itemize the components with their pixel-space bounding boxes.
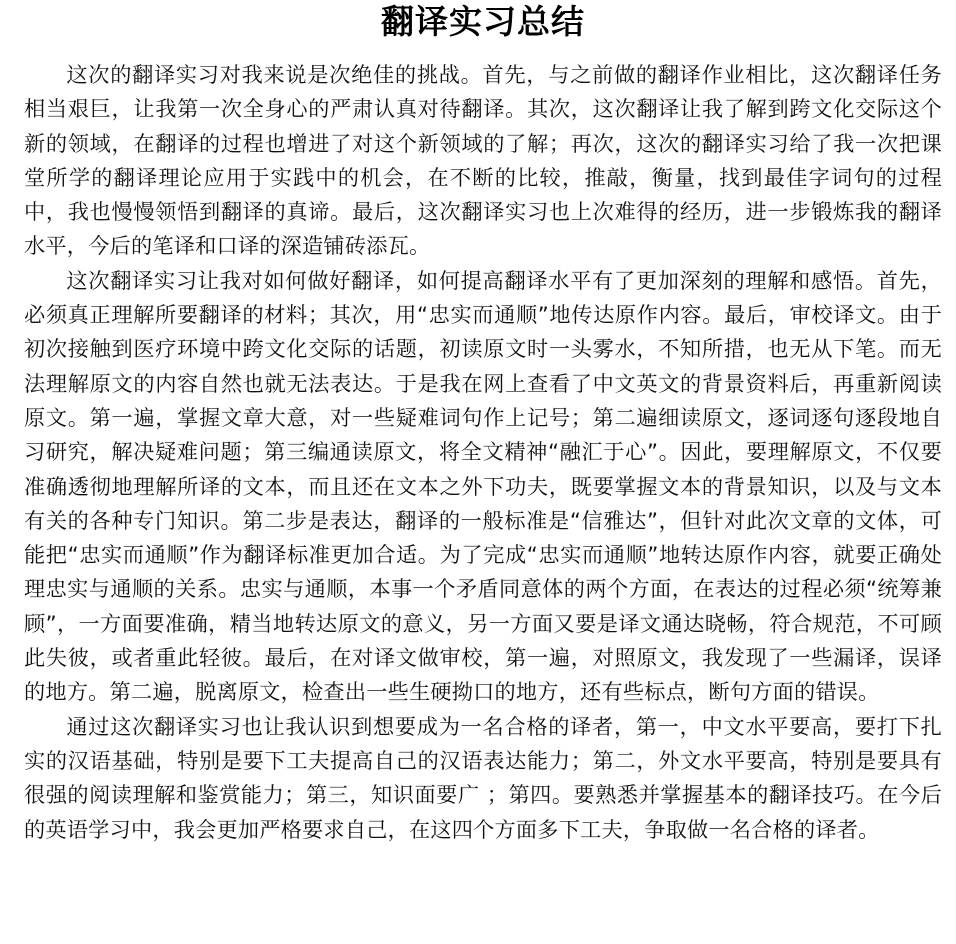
paragraph-2: 这次翻译实习让我对如何做好翻译，如何提高翻译水平有了更加深刻的理解和感悟。首先，必须真正理解所要翻译的材料；其次，用“忠实而通顺”地传达原作内容。最后，审校译文。由于初次接触到医疗环境中跨文化交际的话题，初读原文时一头雾水，不知所措，也无从下笔。而无法理解原文的内容自然也就无法表达。于是我在网上查看了中文英文的背景资料后，再重新阅读原文。第一遍，掌握文章大意，对一些疑难词句作上记号；第二遍细读原文，逐词逐句逐段地自习研究，解决疑难问题；第三编通读原文，将全文精神“融汇于心”。因此，要理解原文，不仅要准确透彻地理解所译的文本，而且还在文本之外下功夫，既要掌握文本的背景知识，以及与文本有关的各种专门知识。第二步是表达，翻译的一般标准是“信雅达”，但针对此次文章的文体，可能把“忠实而通顺”作为翻译标准更加合适。为了完成“忠实而通顺”地转达原作内容，就要正确处理忠实与通顺的关系。忠实与通顺，本事一个矛盾同意体的两个方面，在表达的过程必须“统筹兼顾”，一方面要准确，精当地转达原文的意义，另一方面又要是译文通达晓畅，符合规范，不可顾此失彼，或者重此轻彼。最后，在对译文做审校，第一遍，对照原文，我发现了一些漏译，误译的地方。第二遍，脱离原文，检查出一些生硬拗口的地方，还有些标点，断句方面的错误。	[24, 267, 942, 705]
document-body	[24, 58, 942, 847]
paragraph-1: 这次的翻译实习对我来说是次绝佳的挑战。首先，与之前做的翻译作业相比，这次翻译任务相当艰巨，让我第一次全身心的严肃认真对待翻译。其次，这次翻译让我了解到跨文化交际这个新的领域，在翻译的过程也增进了对这个新领域的了解；再次，这次的翻译实习给了我一次把课堂所学的翻译理论应用于实践中的机会，在不断的比较，推敲，衡量，找到最佳字词句的过程中，我也慢慢领悟到翻译的真谛。最后，这次翻译实习也上次难得的经历，进一步锻炼我的翻译水平，今后的笔译和口译的深造铺砖添瓦。	[24, 62, 942, 259]
paragraph-3: 通过这次翻译实习也让我认识到想要成为一名合格的译者，第一，中文水平要高，要打下扎实的汉语基础，特别是要下工夫提高自己的汉语表达能力；第二，外文水平要高，特别是要具有很强的阅读理解和鉴赏能力；第三，知识面要广 ；第四。要熟悉并掌握基本的翻译技巧。在今后的英语学习中，我会更加严格要求自己，在这四个方面多下工夫，争取做一名合格的译者。	[24, 713, 942, 842]
document-title: 翻译实习总结	[381, 2, 585, 41]
